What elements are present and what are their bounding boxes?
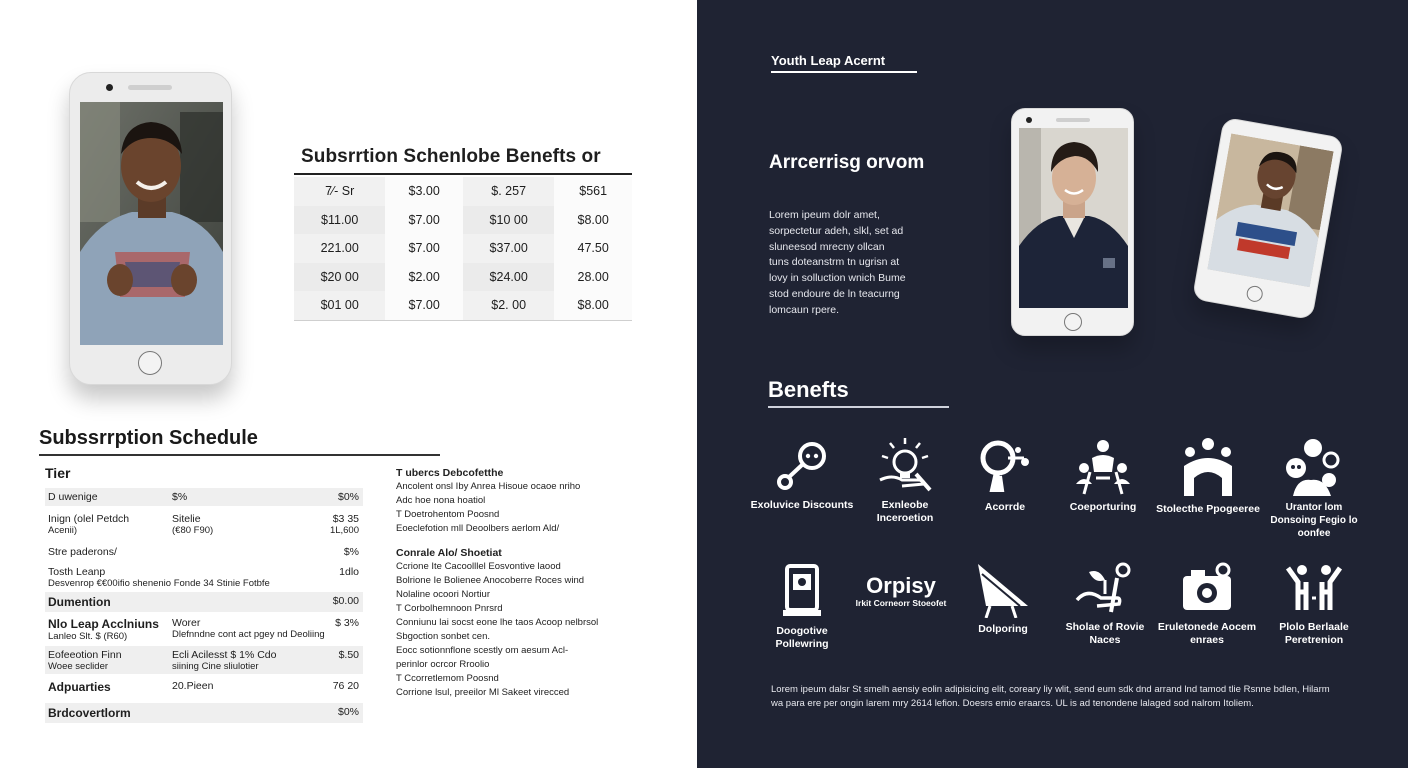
middle-text-line: Corrione lsul, preeilor Ml Sakeet virecced [396,687,570,698]
middle-block-2-heading: Conrale Alo/ Shoetiat [396,547,502,559]
subscription-cell-c1 [48,680,111,694]
benefit-mentor-counseling [1262,436,1366,540]
subscription-cell-text: Tosth Leanp [48,566,106,578]
benefit-orpisy [849,566,953,609]
orpisy-logo-text: Orpisy [866,573,936,598]
schedule-table-cell: $20 00 [294,263,385,292]
subscription-row [45,563,363,587]
subscription-cell-c2 [172,680,213,692]
phone-home-button [138,351,162,375]
subscription-cell-subtext: Dlefnndne cont act pgey nd Deoliing [172,629,325,640]
benefit-digital-following [750,562,854,651]
celebrate-people-icon [1284,562,1344,616]
subscription-cell-subtext: Lanleo Slt. $ (R60) [48,631,128,642]
schedule-table-cell: 28.00 [554,263,632,292]
subscription-cell-c3 [333,595,359,607]
subscription-cell-subtext: siining Cine sliulotier [172,661,259,672]
subscription-row [45,677,363,697]
subscription-title-rule [39,454,440,456]
subscription-cell-text: $% [172,491,188,503]
subscription-cell-text: $.50 [338,649,359,661]
phone-screen-photo [1207,133,1333,287]
subscription-cell-text: $0% [337,706,359,718]
subscription-row [45,510,363,540]
subscription-cell-c1 [48,491,98,503]
benefit-label: Coeporturing [1069,501,1137,513]
subscription-cell-c2 [172,617,325,640]
schedule-table-title: Subsrrtion Schenlobe Benefts or [301,146,601,167]
benefit-label: Dolporing [978,623,1028,635]
left-panel [0,0,697,768]
benefit-label: Sholae of Rovie Naces [1065,621,1145,646]
phone-home-button [1245,285,1264,304]
subscription-cell-c3 [344,546,359,558]
schedule-table-cell: $37.00 [463,234,554,263]
subscription-cell-text: $0% [337,491,359,503]
subscription-title: Subssrrption Schedule [39,427,258,449]
account-title: Youth Leap Acernt [771,53,886,68]
schedule-table-cell: $7.00 [385,234,463,263]
subscription-cell-c3 [338,706,359,718]
benefit-label: Acorrde [984,501,1026,513]
subscription-cell-c2 [172,649,276,672]
subscription-cell-text: Stre paderons/ [48,546,117,558]
benefit-deploring [951,560,1055,636]
schedule-table-cell: $10 00 [463,206,554,235]
benefit-label: Urantor lom Donsoing Fegio lo oonfee [1270,502,1358,539]
schedule-table-cell: $561 [554,177,632,206]
schedule-table-row [294,177,632,206]
subscription-cell-c1 [48,513,129,536]
key-icon [772,438,832,494]
phone-screen-photo [1019,128,1128,308]
benefit-exclusive-incentives [853,434,957,525]
subscription-cell-c2 [172,491,187,503]
schedule-table-bottom-rule [294,320,632,321]
subscription-cell-text: Sitelie [172,513,201,525]
subscription-cell-c2 [172,513,213,536]
schedule-table-cell: $7.00 [385,291,463,320]
subscription-cell-subtext: Woee seclider [48,661,109,672]
phone-mockup-center [1011,108,1134,336]
middle-text-line: perinlor ocrcor Rroolio [396,659,490,670]
schedule-table-cell: $01 00 [294,291,385,320]
subscription-row [45,703,363,723]
phone-speaker [128,85,172,90]
people-network-icon [1072,436,1134,496]
phone-camera [1026,117,1032,123]
phone-home-button [1064,313,1082,331]
subscription-cell-subtext: 1L,600 [329,525,359,536]
subscription-cell-text: 76 20 [332,680,359,692]
benefit-label: Exnleobe Inceroetion [876,499,934,524]
benefit-access [953,438,1057,514]
benefit-share-of-role-models [1053,560,1157,647]
middle-text-line: T Ccorretlemom Poosnd [396,673,499,684]
schedule-table-row [294,234,632,263]
schedule-table-rule [294,173,632,175]
subscription-row [45,543,363,559]
subscription-cell-text: 1dlo [339,566,359,578]
section-body-line: stod endoure de ln teacurng [769,287,900,300]
subscription-cell-text: Nlo Leap Acclniuns [48,617,159,631]
subscription-row [45,646,363,674]
middle-block-2-lines [396,560,598,700]
subscription-cell-text: Adpuarties [48,680,111,694]
subscription-cell-text: Dumention [48,595,111,609]
schedule-table-row [294,206,632,235]
subscription-cell-text: $0.00 [332,595,359,607]
chat-people-icon [1283,436,1345,496]
schedule-table [294,177,632,320]
phone-mockup-tilted [1192,117,1344,320]
benefit-entertainment-access [1155,562,1259,647]
section-body-line: Lorem ipeum dolr amet, [769,209,880,221]
subscription-row [45,614,363,642]
magnifier-icon [974,438,1036,496]
lightbulb-hand-icon [872,434,938,494]
schedule-table-cell: $2.00 [385,263,463,292]
subscription-row [45,592,363,612]
schedule-table-cell: $24.00 [463,263,554,292]
benefit-label: Plolo Berlaale Peretrenion [1279,621,1349,646]
account-title-rule [771,71,917,73]
teen-smiling-portrait-image [1207,133,1333,287]
ramp-icon [972,560,1034,618]
subscription-cell-c3 [339,649,359,661]
middle-block-1-heading: T ubercs Debcofetthe [396,467,504,479]
schedule-table-row [294,291,632,320]
schedule-table-cell: $8.00 [554,291,632,320]
subscription-cell-text: D uwenige [48,491,98,503]
benefit-progress [1156,436,1260,516]
subscription-cell-text: $ 3% [335,617,359,629]
middle-text-block-1 [396,466,580,536]
benefits-title: Benefts [768,377,849,402]
phone-screen-photo [80,102,223,345]
section-body-line: lomcaun rpere. [769,303,840,316]
schedule-table-cell: 47.50 [554,234,632,263]
subscription-cell-text: Worer [172,617,201,629]
teen-portrait-image [80,102,223,345]
phone-camera [106,84,113,91]
subscription-cell-text: Eofeeotion Finn [48,649,122,661]
schedule-table-cell: $2. 00 [463,291,554,320]
middle-block-1-lines [396,480,580,536]
middle-text-line: T Corbolhemnoon Pnrsrd [396,603,503,614]
schedule-table-cell: 7⁄- Sr [294,177,385,206]
section-body-line: sluneesod mrecny ollcan [769,240,885,253]
middle-text-line: Eocc sotionnflone scestly om aesum Acl- [396,645,569,656]
subscription-cell-subtext: Acenii) [48,525,78,536]
benefit-label: Doogotive Pollewring [775,625,829,650]
subscription-cell-c1 [48,649,122,672]
footer-text: Lorem ipeum dalsr St smelh aensiy eolin adipisicing elit, coreary liy wlit, send eum sdk dnd arrand lnd tamod tlie Rsnne bdlen, Hilarm wa para ere per ongin larem mry 2614 lefion. Doesrs emio eraarcs. UL is ad tenondene lalaged sod nalrom Itoliem. [771,684,1330,709]
subscription-cell-c1 [48,617,159,642]
schedule-table-cell: $3.00 [385,177,463,206]
benefits-title-rule [768,406,949,408]
subscription-cell-text: Ecli Acilesst $ 1% Cdo [172,649,277,661]
subscription-cell-text: Brdcovertlorm [48,706,131,720]
middle-text-line: Bolrione Ie Bolienee Anocoberre Roces wind [396,575,585,586]
middle-text-block-2 [396,546,598,700]
tier-header: Tier [45,465,71,481]
middle-text-line: Ccrione Ite Cacoolllel Eosvontive laood [396,561,561,572]
schedule-table-cell: 221.00 [294,234,385,263]
document-chip-icon [779,562,825,620]
section-title: Arrcerrisg orvom [769,152,925,173]
hand-plant-icon [1073,560,1137,616]
schedule-table-cell: $8.00 [554,206,632,235]
benefit-sub-label: Irkit Corneorr Stoeofet [855,598,947,608]
middle-text-line: T Doetrohentom Poosnd [396,509,500,520]
section-body-line: tuns doteanstrm tn ugrisn at [769,256,900,269]
benefit-cooperation [1051,436,1155,514]
subscription-cell-c1 [48,706,131,720]
benefit-label: Stolecthe Ppogeeree [1156,503,1260,515]
phone-speaker [1056,118,1090,122]
phone-mockup-left [69,72,232,385]
subscription-cell-c3 [338,491,359,503]
schedule-table-row [294,263,632,292]
benefit-photo-presentation [1262,562,1366,647]
benefit-label: Exoluvice Discounts [750,499,854,511]
section-body [769,208,969,319]
schedule-table-cell: $7.00 [385,206,463,235]
benefit-label: Eruletonede Aocem enraes [1157,621,1257,646]
subscription-cell-c3 [333,680,359,692]
section-body-line: sorpectetur adeh, slkl, set ad [769,224,904,237]
subscription-cell-text: 20.Pieen [172,680,214,692]
middle-text-line: Eoeclefotion mll Deoolbers aerlom Ald/ [396,523,560,534]
middle-text-line: Sbgoction sonbet cen. [396,631,491,642]
subscription-cell-subtext: (€80 F90) [172,525,214,536]
benefit-exclusive-discounts [750,438,854,512]
gateway-people-icon [1178,436,1238,498]
subscription-cell-c1 [48,595,111,609]
middle-text-line: Conniunu lai socst eone lhe taos Acoop nelbrsol [396,617,599,628]
subscription-cell-c3 [335,617,359,629]
subscription-cell-c3 [339,566,359,578]
subscription-cell-c1 [48,566,270,589]
subscription-cell-c1 [48,546,117,558]
subscription-cell-text: Inign (olel Petdch [48,513,130,525]
camera-icon [1179,562,1235,616]
schedule-table-cell: $. 257 [463,177,554,206]
middle-text-line: Ancolent onsl Iby Anrea Hisoue ocaoe nriho [396,481,581,492]
subscription-cell-subtext: Desvenrop €€00ifio shenenio Fonde 34 Stinie Fotbfe [48,578,270,589]
section-body-line: lovy in solluction wnich Bume [769,272,906,285]
teen-hoodie-portrait-image [1019,128,1128,308]
subscription-cell-text: $% [343,546,359,558]
subscription-cell-text: $3 35 [332,513,359,525]
subscription-cell-c3 [330,513,359,536]
middle-text-line: Nolaline ocoori Nortiur [396,589,490,600]
subscription-row [45,488,363,506]
middle-text-line: Adc hoe nona hoatiol [396,495,486,506]
schedule-table-cell: $11.00 [294,206,385,235]
right-panel [697,0,1408,768]
